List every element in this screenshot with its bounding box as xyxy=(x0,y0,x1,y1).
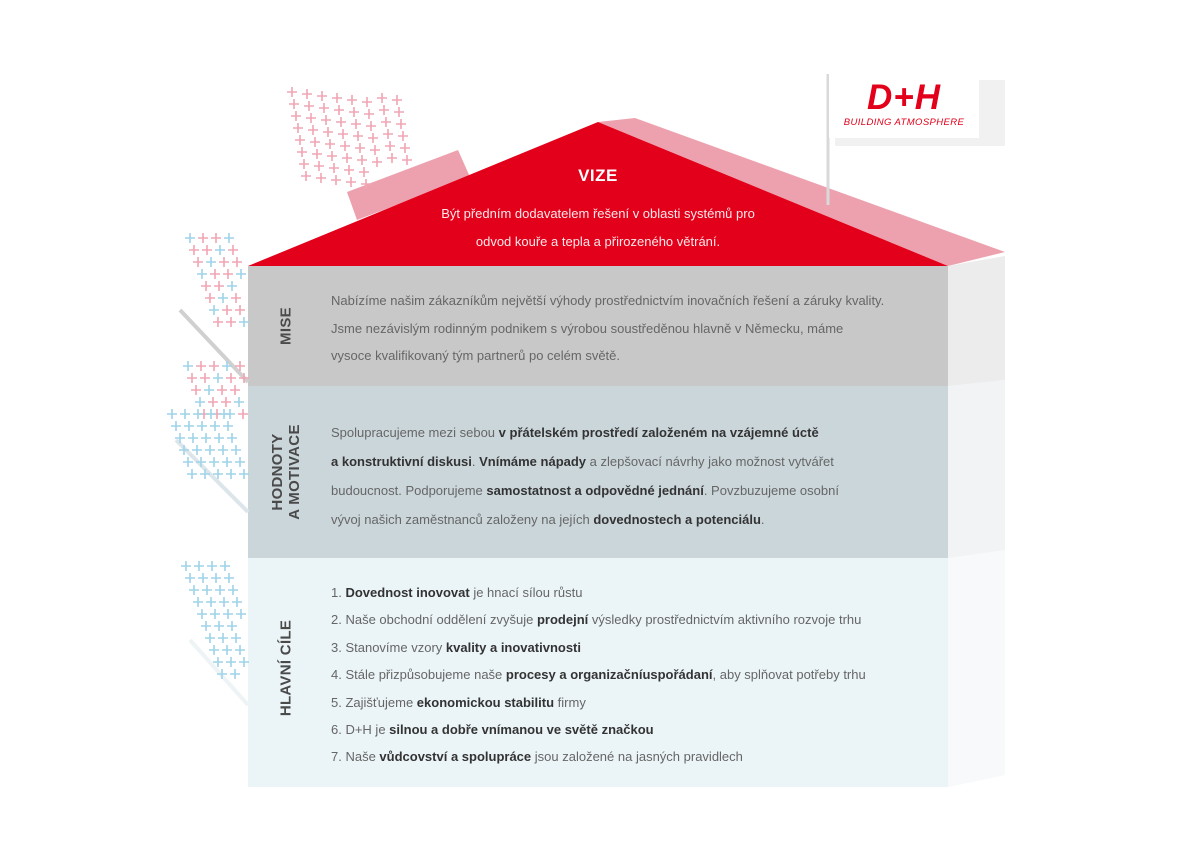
plus-mark xyxy=(217,385,227,395)
plus-mark xyxy=(383,129,393,139)
plus-mark xyxy=(214,433,224,443)
plus-mark xyxy=(351,119,361,129)
plus-mark xyxy=(215,585,225,595)
plus-mark xyxy=(325,139,335,149)
plus-mark xyxy=(189,585,199,595)
plus-mark xyxy=(187,469,197,479)
plus-mark xyxy=(223,609,233,619)
plus-mark xyxy=(236,609,246,619)
plus-mark xyxy=(317,91,327,101)
plus-mark xyxy=(332,93,342,103)
plus-mark xyxy=(349,107,359,117)
plus-mark xyxy=(192,445,202,455)
plus-mark xyxy=(207,561,217,571)
plus-mark xyxy=(214,281,224,291)
plus-mark xyxy=(206,257,216,267)
plus-mark xyxy=(323,127,333,137)
plus-mark xyxy=(402,155,412,165)
plus-mark xyxy=(353,131,363,141)
plus-mark xyxy=(299,159,309,169)
plus-mark xyxy=(171,421,181,431)
plus-mark xyxy=(227,433,237,443)
plus-mark xyxy=(209,361,219,371)
plus-mark xyxy=(381,117,391,127)
plus-mark xyxy=(197,269,207,279)
plus-mark xyxy=(205,293,215,303)
plus-mark xyxy=(215,245,225,255)
hodnoty-label-line-1: HODNOTY xyxy=(269,433,286,511)
plus-mark xyxy=(342,153,352,163)
plus-mark xyxy=(196,457,206,467)
plus-mark xyxy=(314,161,324,171)
plus-mark xyxy=(230,669,240,679)
plus-mark xyxy=(193,257,203,267)
cile-side xyxy=(948,550,1005,787)
goal-item: 6. D+H je silnou a dobře vnímanou ve světě značkou xyxy=(331,721,654,737)
plus-mark xyxy=(235,305,245,315)
plus-mark xyxy=(213,373,223,383)
plus-mark xyxy=(205,633,215,643)
plus-mark xyxy=(400,143,410,153)
plus-mark xyxy=(340,141,350,151)
plus-mark xyxy=(208,397,218,407)
plus-mark xyxy=(188,433,198,443)
plus-mark xyxy=(210,421,220,431)
plus-mark xyxy=(293,123,303,133)
plus-mark xyxy=(201,433,211,443)
plus-mark xyxy=(201,621,211,631)
plus-mark xyxy=(209,457,219,467)
plus-mark xyxy=(362,97,372,107)
plus-mark xyxy=(302,89,312,99)
plus-mark xyxy=(359,167,369,177)
shadow-line xyxy=(180,310,248,382)
plus-mark xyxy=(193,597,203,607)
plus-mark xyxy=(209,305,219,315)
plus-mark xyxy=(289,99,299,109)
plus-mark xyxy=(239,657,249,667)
plus-mark xyxy=(201,281,211,291)
plus-mark xyxy=(235,457,245,467)
plus-mark xyxy=(321,115,331,125)
hodnoty-line-1: Spolupracujeme mezi sebou v přátelském prostředí založeném na vzájemné úctě xyxy=(331,425,819,440)
plus-mark xyxy=(218,633,228,643)
plus-mark xyxy=(180,409,190,419)
plus-mark xyxy=(346,177,356,187)
plus-mark xyxy=(219,597,229,607)
plus-mark xyxy=(210,269,220,279)
plus-mark xyxy=(213,317,223,327)
plus-mark xyxy=(221,397,231,407)
plus-mark xyxy=(191,385,201,395)
plus-mark xyxy=(184,421,194,431)
plus-mark xyxy=(185,233,195,243)
plus-mark xyxy=(211,233,221,243)
plus-mark xyxy=(236,269,246,279)
plus-mark xyxy=(167,409,177,419)
plus-mark xyxy=(226,469,236,479)
hodnoty-line-4: vývoj našich zaměstnanců založeny na jejích dovednostech a potenciálu. xyxy=(331,512,765,527)
plus-mark xyxy=(226,657,236,667)
plus-mark xyxy=(301,171,311,181)
plus-mark xyxy=(206,597,216,607)
plus-mark xyxy=(385,141,395,151)
plus-mark xyxy=(287,87,297,97)
vize-text-line-2: odvod kouře a tepla a přirozeného větrání. xyxy=(475,234,721,249)
plus-mark xyxy=(226,317,236,327)
plus-mark xyxy=(379,105,389,115)
plus-mark xyxy=(193,409,203,419)
plus-mark xyxy=(226,373,236,383)
plus-mark xyxy=(338,129,348,139)
plus-mark xyxy=(198,233,208,243)
hodnoty-label xyxy=(269,424,303,520)
plus-mark xyxy=(200,373,210,383)
hodnoty-side xyxy=(948,380,1005,558)
hodnoty-line-2: a konstruktivní diskusi. Vnímáme nápady a zlepšovací návrhy jako možnost vytvářet xyxy=(331,454,834,469)
plus-mark xyxy=(297,147,307,157)
mise-line-1: Nabízíme našim zákazníkům největší výhody prostřednictvím inovačních řešení a záruky kvality. xyxy=(331,293,885,308)
plus-mark xyxy=(344,165,354,175)
hodnoty-line-3: budoucnost. Podporujeme samostatnost a odpovědné jednání. Povzbuzujeme osobní xyxy=(331,483,839,498)
plus-mark xyxy=(306,113,316,123)
plus-mark xyxy=(224,573,234,583)
goal-item: 5. Zajišťujeme ekonomickou stabilitu firmy xyxy=(331,694,586,710)
plus-mark xyxy=(334,105,344,115)
goal-item: 7. Naše vůdcovství a spolupráce jsou založené na jasných pravidlech xyxy=(331,749,743,765)
plus-mark xyxy=(204,385,214,395)
cile-label: HLAVNÍ CÍLE xyxy=(277,619,295,717)
plus-mark xyxy=(187,373,197,383)
plus-mark xyxy=(189,245,199,255)
plus-mark xyxy=(209,645,219,655)
plus-mark xyxy=(355,143,365,153)
plus-mark xyxy=(185,573,195,583)
plus-mark xyxy=(366,121,376,131)
vize-text-line-1: Být předním dodavatelem řešení v oblasti systémů pro xyxy=(441,206,755,221)
plus-mark xyxy=(197,421,207,431)
plus-mark xyxy=(230,385,240,395)
logo-tagline: BUILDING ATMOSPHERE xyxy=(843,117,965,128)
plus-mark xyxy=(183,361,193,371)
plus-mark xyxy=(205,445,215,455)
goal-item: 4. Stále přizpůsobujeme naše procesy a organizačníuspořádaní, aby splňovat potřeby trhu xyxy=(331,667,866,683)
plus-mark xyxy=(227,621,237,631)
plus-mark xyxy=(331,175,341,185)
plus-mark xyxy=(202,585,212,595)
plus-mark xyxy=(223,269,233,279)
plus-mark xyxy=(232,257,242,267)
plus-mark xyxy=(370,145,380,155)
plus-mark xyxy=(336,117,346,127)
logo-mark: D+H xyxy=(867,78,941,117)
plus-mark xyxy=(239,469,249,479)
plus-mark xyxy=(364,109,374,119)
plus-mark xyxy=(210,609,220,619)
plus-mark xyxy=(316,173,326,183)
goals-list xyxy=(331,579,866,771)
plus-mark xyxy=(304,101,314,111)
plus-mark xyxy=(387,153,397,163)
plus-mark xyxy=(220,561,230,571)
plus-mark xyxy=(223,421,233,431)
plus-mark xyxy=(368,133,378,143)
plus-mark xyxy=(347,95,357,105)
plus-mark xyxy=(231,445,241,455)
plus-mark xyxy=(327,151,337,161)
plus-mark xyxy=(214,621,224,631)
plus-mark xyxy=(372,157,382,167)
goal-item: 2. Naše obchodní oddělení zvyšuje prodejní výsledky prostřednictvím aktivního rozvoje trhu xyxy=(331,612,862,628)
mise-side xyxy=(948,256,1005,386)
mise-line-2: Jsme nezávislým rodinným podnikem s výrobou soustředěnou hlavně v Německu, máme xyxy=(331,320,844,336)
plus-mark xyxy=(197,609,207,619)
plus-mark xyxy=(228,245,238,255)
plus-mark xyxy=(218,293,228,303)
plus-mark xyxy=(219,409,229,419)
plus-mark xyxy=(234,397,244,407)
plus-mark xyxy=(357,155,367,165)
mise-line-3: vysoce kvalifikovaný tým partnerů po celém světě. xyxy=(331,348,621,363)
plus-mark xyxy=(224,233,234,243)
plus-mark xyxy=(238,409,248,419)
plus-mark xyxy=(319,103,329,113)
plus-mark xyxy=(181,561,191,571)
plus-mark xyxy=(202,245,212,255)
plus-mark xyxy=(183,457,193,467)
goal-item: 1. Dovednost inovovat je hnací sílou růstu xyxy=(331,585,583,600)
plus-mark xyxy=(308,125,318,135)
plus-mark xyxy=(394,107,404,117)
mise-label: MISE xyxy=(277,307,295,345)
plus-mark xyxy=(231,293,241,303)
vize-title: VIZE xyxy=(578,166,618,185)
dh-logo xyxy=(829,74,979,138)
hodnoty-text xyxy=(331,418,839,534)
plus-mark xyxy=(222,645,232,655)
mise-text xyxy=(331,287,884,370)
plus-mark xyxy=(222,305,232,315)
plus-mark xyxy=(206,409,216,419)
plus-mark xyxy=(222,457,232,467)
plus-mark xyxy=(398,131,408,141)
plus-mark xyxy=(377,93,387,103)
plus-mark xyxy=(211,573,221,583)
plus-mark xyxy=(329,163,339,173)
plus-mark xyxy=(392,95,402,105)
goal-item: 3. Stanovíme vzory kvality a inovativnosti xyxy=(331,639,581,655)
hodnoty-label-line-2: A MOTIVACE xyxy=(286,424,303,520)
plus-mark xyxy=(198,573,208,583)
plus-mark xyxy=(239,317,249,327)
plus-mark xyxy=(218,445,228,455)
plus-mark xyxy=(235,645,245,655)
plus-mark xyxy=(228,585,238,595)
plus-mark xyxy=(291,111,301,121)
plus-mark xyxy=(227,281,237,291)
plus-mark xyxy=(232,597,242,607)
plus-mark xyxy=(310,137,320,147)
plus-mark xyxy=(196,361,206,371)
plus-mark xyxy=(231,633,241,643)
plus-mark xyxy=(295,135,305,145)
plus-mark xyxy=(219,257,229,267)
plus-mark xyxy=(312,149,322,159)
plus-mark xyxy=(396,119,406,129)
plus-mark xyxy=(194,561,204,571)
plus-mark xyxy=(195,397,205,407)
